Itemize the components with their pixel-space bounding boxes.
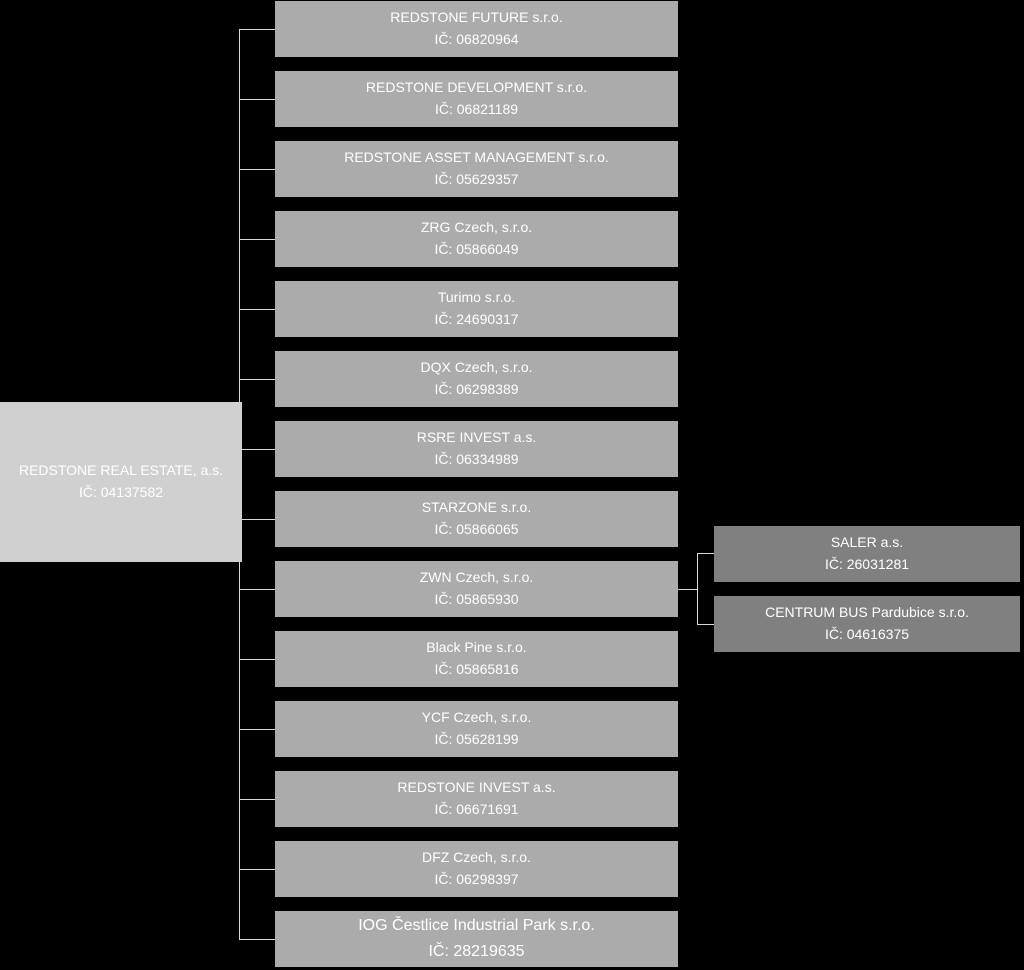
- branch-4: [239, 309, 275, 310]
- company-id: IČ: 05866049: [434, 241, 519, 257]
- company-name: REDSTONE ASSET MANAGEMENT s.r.o.: [344, 149, 609, 166]
- company-id: IČ: 05629357: [434, 171, 519, 187]
- subsidiary-box: [275, 911, 678, 967]
- company-name: SALER a.s.: [830, 534, 904, 551]
- company-id: IČ: 05866065: [434, 521, 519, 537]
- company-id: IČ: 26031281: [824, 556, 910, 572]
- company-id: IČ: 06671691: [434, 801, 519, 817]
- company-name: Black Pine s.r.o.: [426, 639, 527, 656]
- company-name: STARZONE s.r.o.: [421, 499, 532, 516]
- company-id: IČ: 06298389: [434, 381, 519, 397]
- branch-10: [239, 729, 275, 730]
- company-name: Turimo s.r.o.: [437, 289, 516, 306]
- company-id: IČ: 04137582: [78, 484, 164, 500]
- company-id: IČ: 04616375: [824, 626, 910, 642]
- branch-8: [239, 589, 275, 590]
- subsidiary-box: [275, 351, 678, 407]
- company-name: DQX Czech, s.r.o.: [420, 359, 533, 376]
- branch-6: [239, 449, 275, 450]
- subsidiary-box: [275, 211, 678, 267]
- branch-2: [239, 169, 275, 170]
- branch-12: [239, 869, 275, 870]
- subsidiary-box: [275, 491, 678, 547]
- company-id: IČ: 06334989: [434, 451, 519, 467]
- sub-branch-0: [697, 553, 714, 554]
- company-name: REDSTONE FUTURE s.r.o.: [390, 9, 563, 26]
- grandchild-box: [714, 596, 1020, 652]
- company-name: ZWN Czech, s.r.o.: [419, 569, 534, 586]
- subsidiary-box: [275, 421, 678, 477]
- subsidiary-box: [275, 71, 678, 127]
- company-name: YCF Czech, s.r.o.: [421, 709, 532, 726]
- subsidiary-box: [275, 771, 678, 827]
- subsidiary-box: [275, 841, 678, 897]
- subsidiary-box: [275, 1, 678, 57]
- company-id: IČ: 06821189: [434, 101, 519, 117]
- company-id: IČ: 06820964: [434, 31, 519, 47]
- company-name: RSRE INVEST a.s.: [416, 429, 537, 446]
- grandchild-box: [714, 526, 1020, 582]
- sub-trunk: [697, 553, 698, 625]
- company-name: REDSTONE INVEST a.s.: [397, 779, 556, 796]
- subsidiary-box: [275, 561, 678, 617]
- subsidiary-box: [275, 141, 678, 197]
- company-id: IČ: 05865816: [434, 661, 519, 677]
- branch-0: [239, 29, 275, 30]
- company-name: IOG Čestlice Industrial Park s.r.o.: [358, 916, 595, 934]
- branch-11: [239, 799, 275, 800]
- subsidiary-box: [275, 631, 678, 687]
- branch-13: [239, 939, 275, 940]
- subsidiary-box: [275, 281, 678, 337]
- branch-3: [239, 239, 275, 240]
- company-id: IČ: 28219635: [428, 943, 525, 960]
- company-id: IČ: 24690317: [434, 311, 519, 327]
- company-name: ZRG Czech, s.r.o.: [420, 219, 533, 236]
- sub-branch-1: [697, 624, 714, 625]
- company-name: CENTRUM BUS Pardubice s.r.o.: [765, 604, 969, 621]
- company-name: DFZ Czech, s.r.o.: [422, 849, 531, 866]
- parent-company-box: [0, 402, 242, 562]
- branch-1: [239, 99, 275, 100]
- branch-7: [239, 519, 275, 520]
- sub-connector: [678, 589, 698, 590]
- company-id: IČ: 06298397: [434, 871, 519, 887]
- branch-5: [239, 379, 275, 380]
- company-name: REDSTONE REAL ESTATE, a.s.: [18, 462, 224, 479]
- branch-9: [239, 659, 275, 660]
- company-id: IČ: 05628199: [434, 731, 519, 747]
- company-id: IČ: 05865930: [434, 591, 519, 607]
- company-name: REDSTONE DEVELOPMENT s.r.o.: [365, 79, 588, 96]
- subsidiary-box: [275, 701, 678, 757]
